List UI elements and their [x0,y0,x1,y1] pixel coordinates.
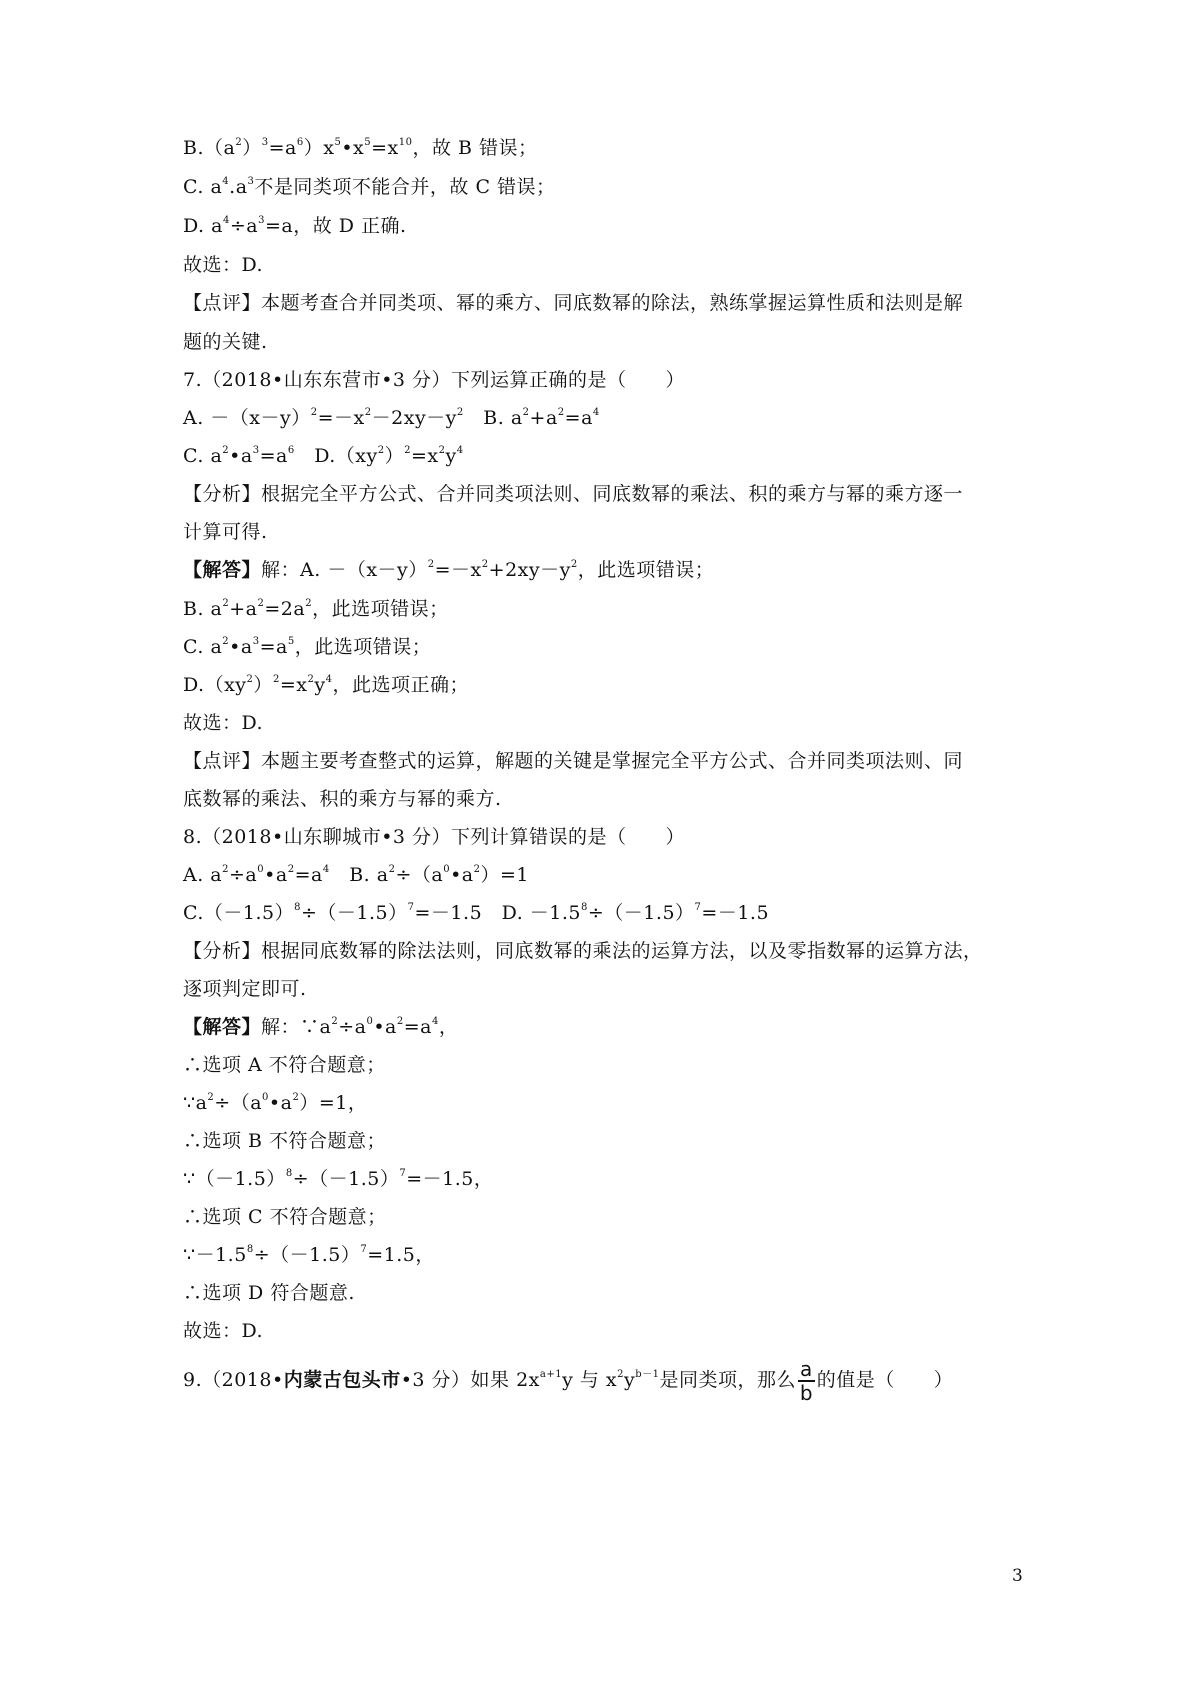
q8-solution-b: $\because a^2\div(a^0•a^2)=1$， [183,1092,368,1114]
question-8: 8.（2018•山东聊城市•3 分）下列计算错误的是（ ） [183,826,686,848]
answer-line-3: 故选：D. [183,1320,264,1342]
q7-solution-c: C. $a^2•a^3=a^5$，此选项错误； [183,636,432,658]
q8-conclusion-b: ∴选项 B 不符合题意； [183,1130,387,1152]
answer-line-1: 故选：D. [183,254,264,276]
comment-line-2b: 底数幂的乘法、积的乘方与幂的乘方. [183,788,502,810]
q7-options-cd: C. $a^2•a^3=a^6$ $D.(xy^2)^2=x^2y^4$ [183,445,464,467]
q8-solution-a: 【解答】解：$\because a^2\div a^0•a^2=a^4$， [183,1016,459,1038]
q7-solution-a: 【解答】解：A. $-(x-y)^2=-x^2+2xy-y^2$，此选项错误； [183,559,715,581]
q8-conclusion-d: ∴选项 D 符合题意. [183,1282,355,1304]
q8-options-cd: $C.(-1.5)^8\div(-1.5)^7=-1.5$ D. $-1.5^8\div(-1.5)^7=-1.5$ [183,902,770,924]
q7-analysis-a: 【分析】根据完全平方公式、合并同类项法则、同底数幂的乘法、积的乘方与幂的乘方逐一 [183,483,964,505]
q8-analysis-a: 【分析】根据同底数幂的除法法则，同底数幂的乘法的运算方法，以及零指数幂的运算方法， [183,940,983,962]
q8-options-ab: A. $a^2\div a^0•a^2=a^4$ B. $a^2\div(a^0•a^2)=1$ [183,864,529,886]
q8-conclusion-a: ∴选项 A 不符合题意； [183,1054,386,1076]
q8-analysis-b: 逐项判定即可. [183,978,307,1000]
q8-conclusion-c: ∴选项 C 不符合题意； [183,1206,387,1228]
q7-options-ab: A. $-(x-y)^2=-x^2-2xy-y^2$ B. $a^2+a^2=a^4$ [183,407,600,429]
line-b-exponent: $B.(a^2)^3=a^6)x^5•x^5=x^{10}$，故 B 错误； [183,137,538,159]
comment-line-1b: 题的关键. [183,331,268,353]
q7-solution-b: B. $a^2+a^2=2a^2$，此选项错误； [183,598,449,620]
q7-analysis-b: 计算可得. [183,521,268,543]
comment-line-2a: 【点评】本题主要考查整式的运算，解题的关键是掌握完全平方公式、合并同类项法则、同 [183,750,964,772]
q8-solution-c: $\because(-1.5)^8\div(-1.5)^7=-1.5$， [183,1168,494,1190]
question-7: 7.（2018•山东东营市•3 分）下列运算正确的是（ ） [183,369,686,391]
answer-line-2: 故选：D. [183,712,264,734]
page-number: 3 [1012,1566,1023,1586]
question-9: 9.（2018•内蒙古包头市•3 分）如果 $2x^{a+1}y$ 与 $x^2y^{b-1}$是同类项，那么 $\frac{a}{b}$ 的值是（ ） [183,1357,954,1405]
line-c-like-terms: C. $a^4.a^3$不是同类项不能合并，故 C 错误； [183,176,556,198]
fraction-a-over-b: $\frac{a}{b}$ [799,1357,814,1405]
line-d-division: D. $a^4\div a^3=a$，故 D 正确. [183,215,407,237]
q8-solution-d: $\because-1.5^8\div(-1.5)^7=1.5$， [183,1244,435,1266]
comment-line-1a: 【点评】本题考查合并同类项、幂的乘方、同底数幂的除法，熟练掌握运算性质和法则是解 [183,292,964,314]
q7-solution-d: $D.(xy^2)^2=x^2y^4$，此选项正确； [183,674,469,696]
